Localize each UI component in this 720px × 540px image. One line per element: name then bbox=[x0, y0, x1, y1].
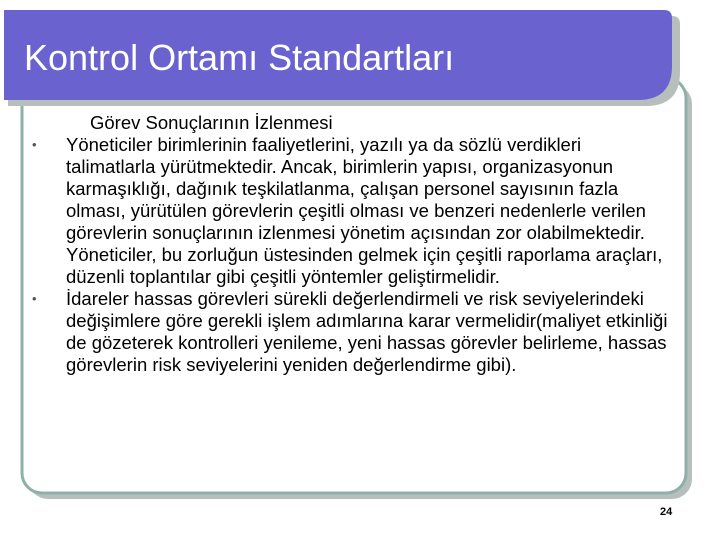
bullet-dot-icon: • bbox=[32, 291, 37, 306]
section-heading: Görev Sonuçlarının İzlenmesi bbox=[90, 112, 333, 133]
page-number: 24 bbox=[660, 506, 673, 518]
bullet-text: İdareler hassas görevleri sürekli değerlendirmeli ve risk seviyelerindeki değişimlere göre gerekli işlem adımlarına karar vermelidir(maliyet etkinliği de gözeterek kontrolleri yenileme, yeni hassas görevler belirleme, hassas görevlerin risk seviyelerini yeniden değerlendirme gibi). bbox=[66, 288, 668, 375]
slide-title: Kontrol Ortamı Standartları bbox=[24, 37, 455, 78]
bullet-item bbox=[32, 134, 672, 288]
bullet-dot-icon: • bbox=[32, 137, 37, 152]
slide-content bbox=[32, 112, 672, 376]
bullet-item bbox=[32, 288, 672, 376]
bullet-text: Yöneticiler birimlerinin faaliyetlerini, yazılı ya da sözlü verdikleri talimatlarla yürütmektedir. Ancak, birimlerin yapısı, organizasyonun karmaşıklığı, dağınık teşkilatlanma, çalışan personel sayısının fazla olması, yürütülen görevlerin çeşitli olması ve benzeri nedenlerle verilen görevlerin sonuçlarının izlenmesi yönetim açısından zor olabilmektedir. Yöneticiler, bu zorluğun üstesinden gelmek için çeşitli raporlama araçları, düzenli toplantılar gibi çeşitli yöntemler geliştirmelidir. bbox=[66, 134, 663, 287]
